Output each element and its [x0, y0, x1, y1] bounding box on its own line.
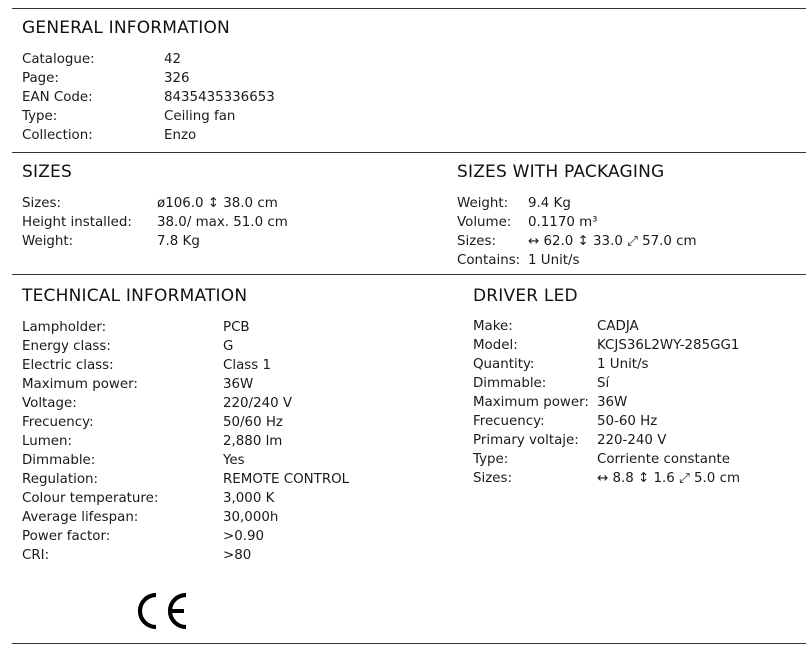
row-value: 38.0/ max. 51.0 cm [157, 215, 288, 230]
driver-row [473, 412, 740, 431]
row-value: 1 Unit/s [597, 357, 649, 372]
technical-row [22, 546, 349, 565]
row-value: 220-240 V [597, 433, 667, 448]
technical-row [22, 451, 349, 470]
row-value: PCB [223, 320, 250, 335]
driver-row [473, 431, 740, 450]
row-label: Lampholder: [22, 320, 107, 335]
technical-list [22, 318, 349, 565]
driver-list [473, 317, 740, 488]
row-value: 3,000 K [223, 491, 275, 506]
row-value: ↔ 8.8 ↕ 1.6 ⤢ 5.0 cm [597, 471, 740, 486]
row-label: Lumen: [22, 434, 72, 449]
row-label: Average lifespan: [22, 510, 139, 525]
row-label: Sizes: [22, 196, 61, 211]
row-value: >80 [223, 548, 252, 563]
row-value: Corriente constante [597, 452, 730, 467]
technical-row [22, 337, 349, 356]
row-value: 30,000h [223, 510, 279, 525]
technical-row [22, 375, 349, 394]
row-value: 8435435336653 [164, 90, 275, 105]
ce-mark-icon [136, 591, 192, 631]
row-label: Electric class: [22, 358, 114, 373]
row-value: 50/60 Hz [223, 415, 283, 430]
row-value: Yes [223, 453, 245, 468]
row-value: 50-60 Hz [597, 414, 658, 429]
row-label: Type: [473, 452, 509, 467]
technical-row [22, 413, 349, 432]
driver-row [473, 317, 740, 336]
row-value: 220/240 V [223, 396, 293, 411]
sizes-row-height [22, 213, 288, 232]
row-label: Dimmable: [473, 376, 547, 391]
packaging-row-sizes [457, 232, 697, 251]
technical-row [22, 318, 349, 337]
row-label: Sizes: [473, 471, 512, 486]
row-label: Weight: [457, 196, 509, 211]
row-value: 7.8 Kg [157, 234, 200, 249]
row-label: Sizes: [457, 234, 496, 249]
row-value: KCJS36L2WY-285GG1 [597, 338, 740, 353]
sizes-title: SIZES [22, 162, 72, 182]
row-label: Maximum power: [473, 395, 589, 410]
general-title: GENERAL INFORMATION [22, 18, 230, 38]
row-label: Dimmable: [22, 453, 96, 468]
packaging-list [457, 194, 697, 270]
driver-row [473, 393, 740, 412]
packaging-row-volume [457, 213, 697, 232]
row-value: 42 [164, 52, 182, 67]
row-label: Regulation: [22, 472, 99, 487]
row-label: Make: [473, 319, 513, 334]
divider-top [12, 8, 806, 9]
technical-title: TECHNICAL INFORMATION [22, 286, 248, 306]
packaging-title: SIZES WITH PACKAGING [457, 162, 665, 182]
technical-row [22, 508, 349, 527]
row-value: CADJA [597, 319, 639, 334]
row-label: EAN Code: [22, 90, 93, 105]
driver-row [473, 355, 740, 374]
general-row-collection [22, 126, 275, 145]
driver-row [473, 450, 740, 469]
row-value: ø106.0 ↕ 38.0 cm [157, 196, 278, 211]
packaging-row-weight [457, 194, 697, 213]
technical-row [22, 432, 349, 451]
row-label: Energy class: [22, 339, 111, 354]
row-value: 36W [223, 377, 254, 392]
row-label: Collection: [22, 128, 93, 143]
technical-row [22, 489, 349, 508]
row-value: 0.1170 m³ [528, 215, 598, 230]
divider-sizes [12, 274, 806, 275]
sizes-list [22, 194, 288, 251]
row-label: Quantity: [473, 357, 535, 372]
driver-row [473, 336, 740, 355]
general-row-type [22, 107, 275, 126]
general-list [22, 50, 275, 145]
row-value: Ceiling fan [164, 109, 236, 124]
divider-bottom [12, 643, 806, 644]
technical-row [22, 394, 349, 413]
row-value: Enzo [164, 128, 197, 143]
row-value: G [223, 339, 234, 354]
driver-row [473, 374, 740, 393]
row-value: 326 [164, 71, 190, 86]
row-value: 9.4 Kg [528, 196, 571, 211]
row-label: Model: [473, 338, 518, 353]
technical-row [22, 527, 349, 546]
row-label: Voltage: [22, 396, 77, 411]
driver-title: DRIVER LED [473, 286, 578, 306]
general-row-catalogue [22, 50, 275, 69]
row-label: Volume: [457, 215, 512, 230]
packaging-row-contains [457, 251, 697, 270]
row-label: Contains: [457, 253, 521, 268]
row-value: Class 1 [223, 358, 272, 373]
row-label: CRI: [22, 548, 50, 563]
row-value: Sí [597, 376, 610, 391]
sizes-row-sizes [22, 194, 288, 213]
divider-general [12, 152, 806, 153]
driver-row [473, 469, 740, 488]
row-label: Frecuency: [22, 415, 94, 430]
sizes-row-weight [22, 232, 288, 251]
row-label: Maximum power: [22, 377, 138, 392]
row-value: REMOTE CONTROL [223, 472, 350, 487]
row-label: Page: [22, 71, 59, 86]
row-label: Colour temperature: [22, 491, 159, 506]
row-value: 2,880 lm [223, 434, 283, 449]
general-row-page [22, 69, 275, 88]
row-value: >0.90 [223, 529, 265, 544]
row-value: 1 Unit/s [528, 253, 580, 268]
row-value: 36W [597, 395, 628, 410]
row-value: ↔ 62.0 ↕ 33.0 ⤢ 57.0 cm [528, 234, 697, 249]
row-label: Height installed: [22, 215, 132, 230]
technical-row [22, 356, 349, 375]
row-label: Primary voltaje: [473, 433, 579, 448]
row-label: Catalogue: [22, 52, 95, 67]
technical-row [22, 470, 349, 489]
general-row-ean [22, 88, 275, 107]
row-label: Weight: [22, 234, 74, 249]
row-label: Type: [22, 109, 58, 124]
row-label: Power factor: [22, 529, 111, 544]
row-label: Frecuency: [473, 414, 545, 429]
